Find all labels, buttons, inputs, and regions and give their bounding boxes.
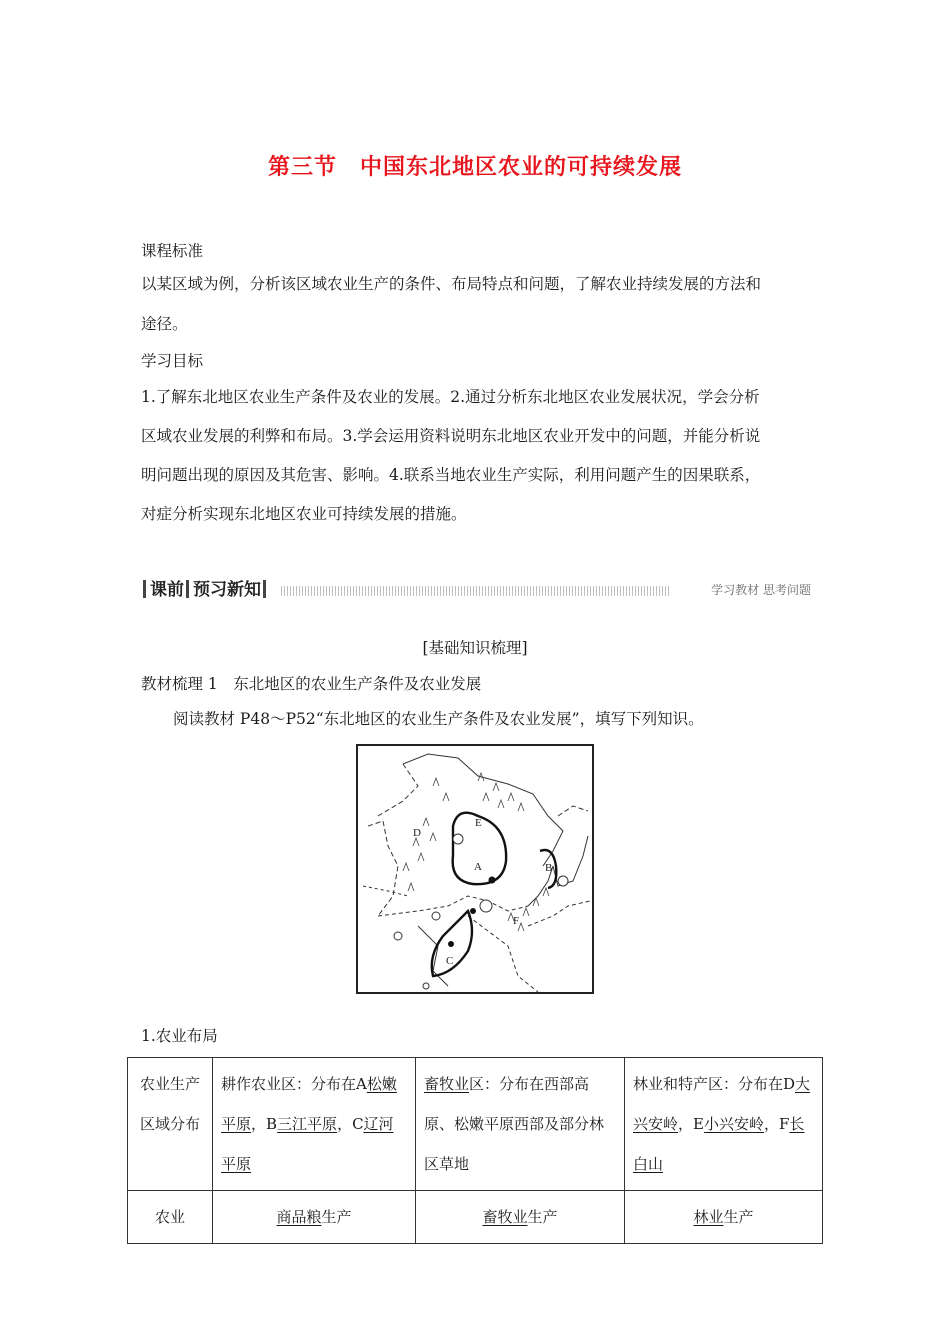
banner-tagline: 学习教材 思考问题	[705, 578, 811, 602]
map-label-f: F	[513, 915, 520, 927]
objective-line: 明问题出现的原因及其危害、影响。4.联系当地农业生产实际，利用问题产生的因果联系，	[141, 466, 761, 484]
answer-blank: 三江平原	[277, 1115, 338, 1133]
page-title: 第三节 中国东北地区农业的可持续发展	[267, 155, 682, 180]
cell-forest-zone: 林业和特产区：分布在D大兴安岭，E小兴安岭，F长白山	[625, 1058, 823, 1191]
standard-line: 以某区域为例，分析该区域农业生产的条件、布局特点和问题，了解农业持续发展的方法和	[141, 275, 762, 293]
map-label-b: B	[545, 862, 553, 874]
objective-line: 1.了解东北地区农业生产条件及农业的发展。2.通过分析东北地区农业发展状况，学会分析	[141, 388, 760, 406]
agriculture-layout-table	[127, 1057, 823, 1244]
cell-crop-zone: 耕作农业区：分布在A松嫩平原，B三江平原，C辽河平原	[213, 1058, 416, 1191]
table-row	[128, 1191, 823, 1244]
cell-forestry: 林业生产	[625, 1191, 823, 1244]
answer-blank: 畜牧业	[424, 1075, 470, 1093]
objective-line: 区域农业发展的利弊和布局。3.学会运用资料说明东北地区农业开发中的问题，并能分析说	[141, 427, 761, 445]
map-label-e: E	[475, 817, 482, 829]
section-instruction: 阅读教材 P48～P52“东北地区的农业生产条件及农业发展”，填写下列知识。	[173, 710, 704, 728]
answer-blank: 辽河平原	[221, 1115, 394, 1173]
row-head-distribution: 农业生产区域分布	[128, 1058, 213, 1191]
answer-blank: 林业	[693, 1208, 724, 1226]
banner-title-a: 课前	[150, 580, 184, 600]
map-label-a: A	[474, 861, 482, 873]
map-label-c: C	[446, 955, 454, 967]
section-label: [基础知识梳理]	[422, 639, 528, 657]
table-heading: 1.农业布局	[141, 1027, 218, 1045]
answer-blank: 商品粮	[276, 1208, 322, 1226]
objectives-heading: 学习目标	[141, 352, 204, 370]
map-drawing	[358, 746, 592, 992]
banner-hatch	[281, 586, 671, 596]
row-head-agriculture: 农业	[128, 1191, 213, 1244]
answer-blank: 大兴安岭	[633, 1075, 811, 1133]
section-subtitle: 教材梳理 1 东北地区的农业生产条件及农业发展	[141, 675, 482, 693]
cell-pasture-zone: 畜牧业区：分布在西部高原、松嫩平原西部及部分林区草地	[416, 1058, 625, 1191]
answer-blank: 小兴安岭	[703, 1115, 764, 1133]
standard-heading: 课程标准	[141, 242, 204, 260]
banner-title	[141, 578, 270, 602]
section-banner	[141, 578, 811, 602]
cell-livestock: 畜牧业生产	[416, 1191, 625, 1244]
table-row	[128, 1058, 823, 1191]
cell-grain: 商品粮生产	[213, 1191, 416, 1244]
answer-blank: 松嫩平原	[221, 1075, 397, 1133]
northeast-china-map	[356, 744, 594, 994]
map-label-d: D	[413, 827, 421, 839]
answer-blank: 长白山	[633, 1115, 805, 1173]
objective-line: 对症分析实现东北地区农业可持续发展的措施。	[141, 505, 467, 523]
answer-blank: 畜牧业	[482, 1208, 528, 1226]
banner-title-b: 预习新知	[193, 580, 261, 600]
standard-line: 途径。	[141, 315, 188, 333]
